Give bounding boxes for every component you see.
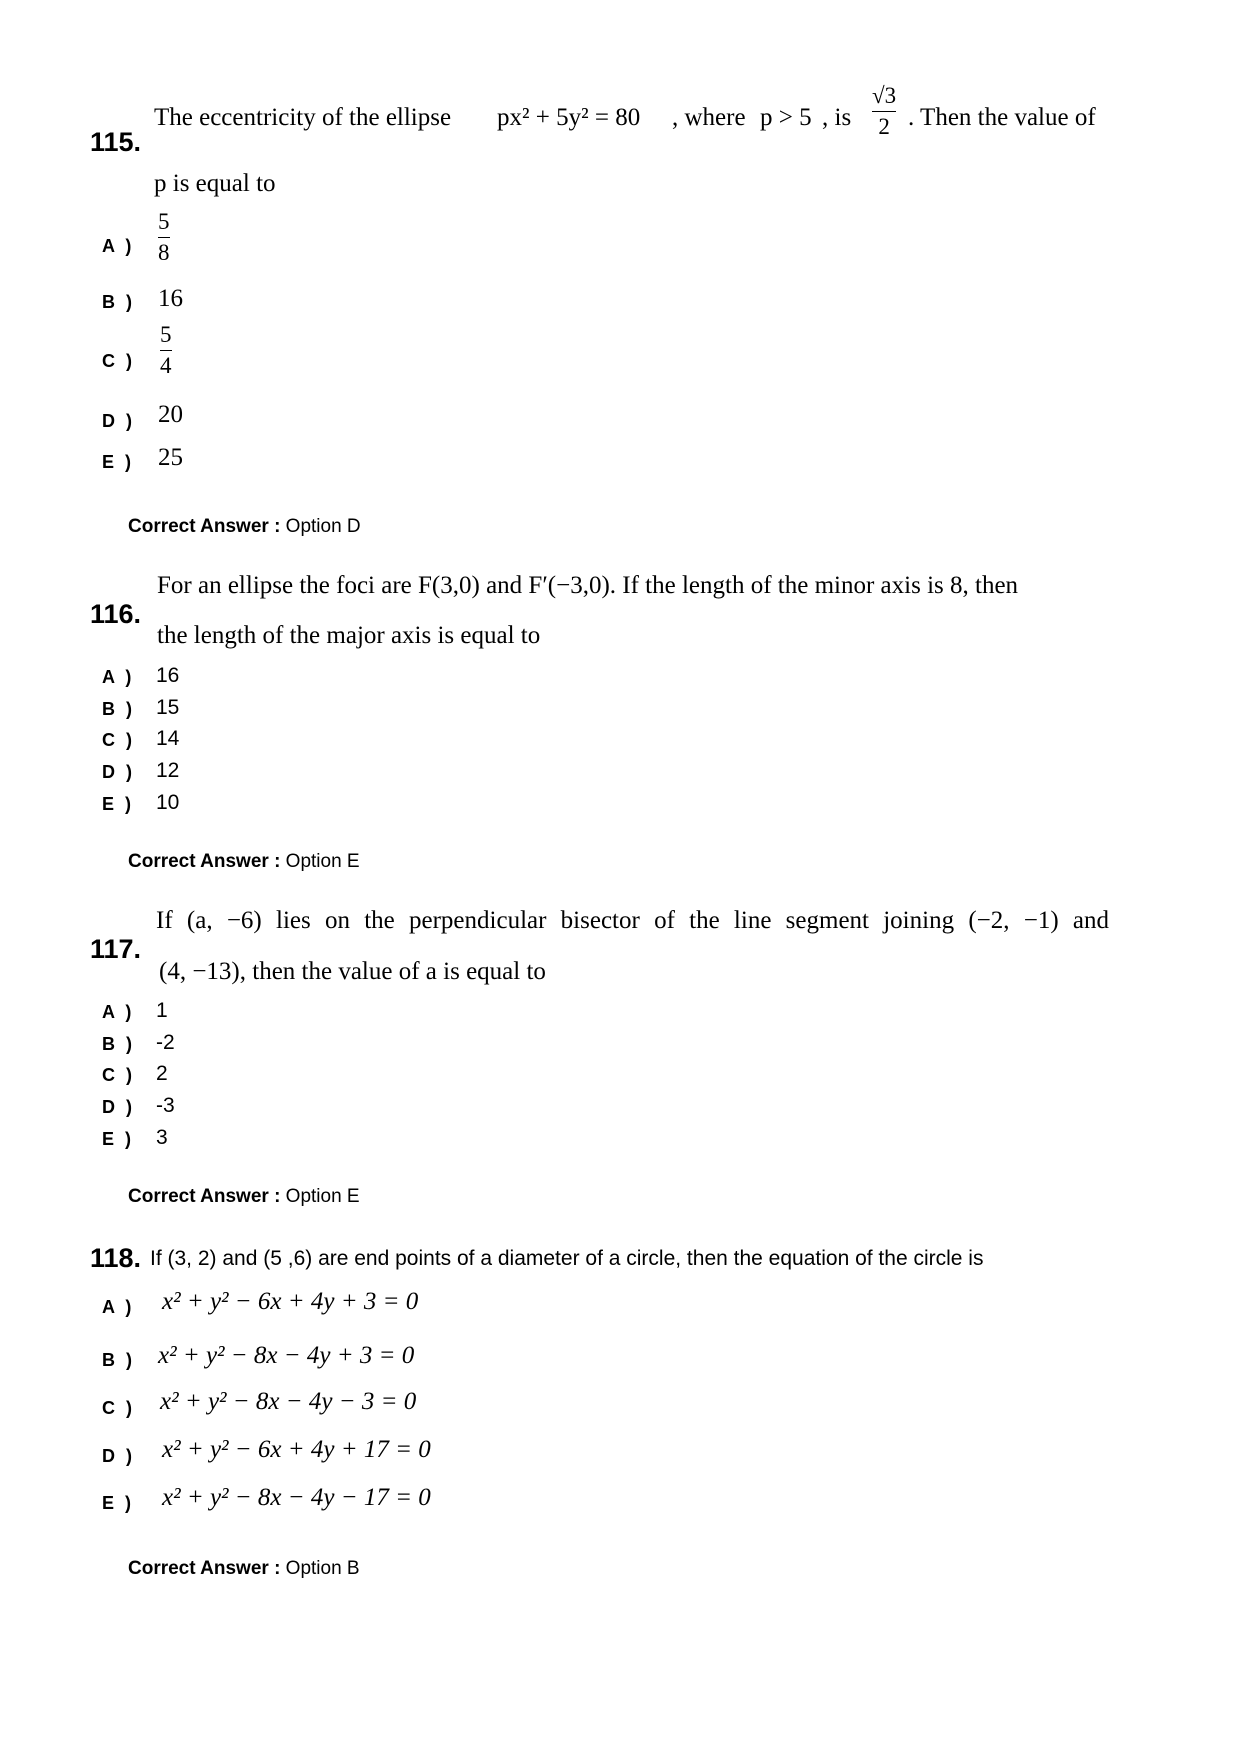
correct-answer (128, 516, 361, 538)
option-value: 1 (156, 999, 168, 1022)
question-text: , where (672, 104, 746, 131)
option-label: A ) (102, 236, 135, 256)
eccentricity-fraction (872, 84, 896, 139)
question-text: The eccentricity of the ellipse (154, 104, 452, 131)
option-label: E ) (102, 1129, 135, 1149)
fraction-numerator: 5 (160, 322, 172, 347)
option-label: E ) (102, 452, 135, 472)
option-value: x² + y² − 8x − 4y − 3 = 0 (160, 1388, 417, 1415)
option-label: B ) (102, 699, 135, 719)
option-label: A ) (102, 1297, 135, 1317)
correct-answer-label: Correct Answer : (128, 1186, 281, 1207)
ellipse-equation: px² + 5y² = 80 (497, 104, 641, 131)
option-value: 16 (156, 664, 180, 687)
question-text: p is equal to (154, 170, 276, 197)
option-label: B ) (102, 1034, 135, 1054)
option-value: 14 (156, 727, 180, 750)
option-label: C ) (102, 1398, 135, 1418)
option-label: D ) (102, 1097, 135, 1117)
question-text: For an ellipse the foci are F(3,0) and F′(−3,0). If the length of the minor axis is 8, then (157, 572, 1019, 599)
condition: p > 5 (760, 104, 812, 131)
question-text: . Then the value of (908, 104, 1096, 131)
option-value: 20 (158, 401, 183, 428)
correct-answer-value: Option E (285, 851, 360, 872)
option-value (158, 210, 170, 265)
question-text: If (3, 2) and (5 ,6) are end points of a diameter of a circle, then the equation of the circle is (150, 1247, 984, 1270)
correct-answer-value: Option B (285, 1558, 360, 1579)
question-text: the length of the major axis is equal to (157, 622, 541, 649)
option-label: C ) (102, 730, 135, 750)
correct-answer-label: Correct Answer : (128, 1558, 281, 1579)
question-number: 116. (90, 599, 142, 629)
option-value: 15 (156, 696, 180, 719)
option-value: 2 (156, 1062, 168, 1085)
correct-answer-value: Option E (285, 1186, 360, 1207)
question-number: 118. (90, 1243, 142, 1273)
option-value: 12 (156, 759, 180, 782)
correct-answer-value: Option D (285, 516, 361, 537)
option-value: x² + y² − 8x − 4y + 3 = 0 (158, 1342, 415, 1369)
option-label: A ) (102, 1002, 135, 1022)
fraction-numerator: √3 (872, 83, 897, 108)
option-label: D ) (102, 762, 135, 782)
option-label: E ) (102, 794, 135, 814)
option-value: 16 (158, 285, 183, 312)
option-label: B ) (102, 292, 135, 312)
question-text: If (a, −6) lies on the perpendicular bisector of the line segment joining (−2, −1) and (156, 907, 1110, 934)
option-value: -2 (156, 1031, 175, 1054)
option-value: x² + y² − 8x − 4y − 17 = 0 (162, 1484, 431, 1511)
question-text: (4, −13), then the value of a is equal to (159, 958, 546, 985)
option-value: x² + y² − 6x + 4y + 17 = 0 (162, 1436, 431, 1463)
option-value: -3 (156, 1094, 175, 1117)
correct-answer-label: Correct Answer : (128, 851, 281, 872)
option-value: 25 (158, 444, 183, 471)
fraction-denominator: 4 (160, 353, 172, 379)
option-label: C ) (102, 351, 135, 371)
option-label: D ) (102, 1446, 135, 1466)
correct-answer (128, 1558, 360, 1580)
fraction-denominator: 2 (878, 114, 890, 140)
fraction-denominator: 8 (158, 240, 170, 266)
option-value: 3 (156, 1126, 168, 1149)
option-value: 10 (156, 791, 180, 814)
question-number: 117. (90, 934, 142, 964)
option-label: B ) (102, 1350, 135, 1370)
option-value: x² + y² − 6x + 4y + 3 = 0 (162, 1288, 419, 1315)
correct-answer (128, 851, 360, 873)
option-label: A ) (102, 667, 135, 687)
option-value (160, 323, 172, 378)
fraction-numerator: 5 (158, 209, 170, 234)
option-label: D ) (102, 411, 135, 431)
question-number: 115. (90, 127, 142, 157)
question-text: , is (822, 104, 852, 131)
option-label: C ) (102, 1065, 135, 1085)
option-label: E ) (102, 1493, 135, 1513)
correct-answer-label: Correct Answer : (128, 516, 281, 537)
correct-answer (128, 1186, 360, 1208)
